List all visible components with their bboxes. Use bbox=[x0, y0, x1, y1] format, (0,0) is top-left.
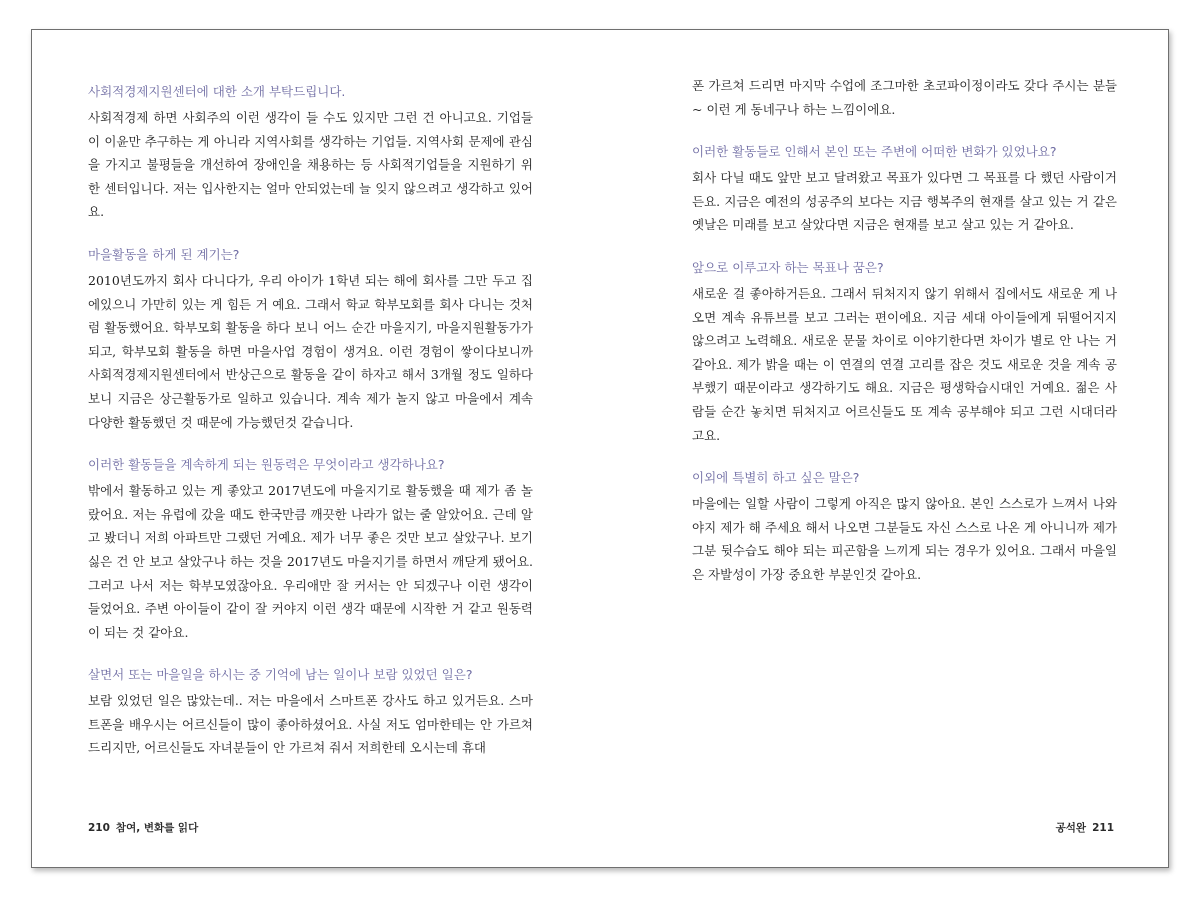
left-page-footer bbox=[88, 820, 198, 835]
running-head-book-title: 참여, 변화를 읽다 bbox=[115, 822, 199, 834]
answer-text: 보람 있었던 일은 많았는데.. 저는 마을에서 스마트폰 강사도 하고 있거든요. 스마트폰을 배우시는 어르신들이 많이 좋아하셨어요. 사실 저도 엄마한테는 안 가르쳐 드리지만, 어르신들도 자녀분들이 안 가르쳐 줘서 저희한테 오시는데 휴대 bbox=[88, 693, 533, 756]
question-heading: 살면서 또는 마을일을 하시는 중 기억에 남는 일이나 보람 있었던 일은? bbox=[88, 667, 473, 683]
left-page bbox=[88, 30, 533, 867]
right-page bbox=[692, 30, 1117, 867]
answer-text: 밖에서 활동하고 있는 게 좋았고 2017년도에 마을지기로 활동했을 때 제가 좀 놀랐어요. 저는 유럽에 갔을 때도 한국만큼 깨끗한 나라가 없는 줄 알았어요. 근데 알고 봤더니 저희 아파트만 그랬던 거예요. 제가 너무 좋은 것만 보고 살았구나. 보기 싫은 건 안 보고 살았구나 하는 것을 2017년도 마을지기를 하면서 깨닫게 됐어요. 그러고 나서 저는 학부모였잖아요. 우리애만 잘 커서는 안 되겠구나 이런 생각이 들었어요. 주변 아이들이 같이 잘 커야지 이런 생각 때문에 시작한 거 같고 원동력이 되는 것 같아요. bbox=[88, 483, 533, 640]
question-heading: 마을활동을 하게 된 계기는? bbox=[88, 246, 240, 262]
answer-text: 회사 다닐 때도 앞만 보고 달려왔고 목표가 있다면 그 목표를 다 했던 사람이거든요. 지금은 예전의 성공주의 보다는 지금 행복주의 현재를 살고 있는 거 같은 옛날은 미래를 보고 살았다면 지금은 현재를 보고 살고 있는 거 같아요. bbox=[692, 170, 1117, 233]
answer-text: 2010년도까지 회사 다니다가, 우리 아이가 1학년 되는 해에 회사를 그만 두고 집에있으니 가만히 있는 게 힘든 거 예요. 그래서 학교 학부모회를 회사 다니는 것처럼 활동했어요. 학부모회 활동을 하다 보니 어느 순간 마을지기, 마을지원활동가가 되고, 학부모회 활동을 하면 마을사업 경험이 생겨요. 이런 경험이 쌓이다보니까 사회적경제지원센터에서 반상근으로 활동을 같이 하자고 해서 3개월 정도 일하다보니 지금은 상근활동가로 일하고 있습니다. 계속 제가 놀지 않고 마을에서 계속 다양한 활동했던 것 때문에 가능했던것 같습니다. bbox=[88, 272, 533, 430]
qa-section-motivation bbox=[88, 246, 533, 434]
page-number: 210 bbox=[88, 822, 110, 834]
answer-text: 마을에는 일할 사람이 그렇게 아직은 많지 않아요. 본인 스스로가 느껴서 나와야지 제가 해 주세요 해서 나오면 그분들도 자신 스스로 나온 게 아니니까 제가 그분 뒷수습도 해야 되는 피곤함을 느끼게 되는 경우가 있어요. 그래서 마을일은 자발성이 가장 중요한 부분인것 같아요. bbox=[692, 496, 1117, 582]
question-heading: 이러한 활동들로 인해서 본인 또는 주변에 어떠한 변화가 있었나요? bbox=[692, 144, 1057, 160]
qa-section-driving-force bbox=[88, 456, 533, 644]
book-spread bbox=[31, 29, 1169, 868]
answer-text: 새로운 걸 좋아하거든요. 그래서 뒤처지지 않기 위해서 집에서도 새로운 게 나오면 계속 유튜브를 보고 그러는 편이에요. 지금 세대 아이들에게 뒤떨어지지 않으려고 노력해요. 새로운 문물 차이로 이야기한다면 차이가 별로 안 나는 거 같아요. 제가 밝을 때는 이 연결의 연결 고리를 잡은 것도 새로운 것을 계속 공부했기 때문이라고 생각하기도 해요. 지금은 평생학습시대인 거예요. 젊은 사람들 순간 놓치면 뒤처지고 어르신들도 또 계속 공부해야 되고 그런 시대더라고요. bbox=[692, 285, 1117, 443]
answer-text: 폰 가르쳐 드리면 마지막 수업에 조그마한 초코파이정이라도 갖다 주시는 분들~ 이런 게 동네구나 하는 느낌이에요. bbox=[692, 78, 1117, 117]
question-heading: 앞으로 이루고자 하는 목표나 꿈은? bbox=[692, 259, 884, 275]
question-heading: 사회적경제지원센터에 대한 소개 부탁드립니다. bbox=[88, 84, 346, 99]
right-page-footer bbox=[1056, 820, 1114, 835]
qa-section-closing bbox=[692, 469, 1117, 586]
question-heading: 이외에 특별히 하고 싶은 말은? bbox=[692, 470, 860, 486]
qa-section-memorable bbox=[88, 666, 533, 760]
qa-section-changes bbox=[692, 143, 1117, 237]
running-head-author: 공석완 bbox=[1055, 822, 1087, 834]
answer-text: 사회적경제 하면 사회주의 이런 생각이 들 수도 있지만 그런 건 아니고요. 기업들이 이윤만 추구하는 게 아니라 지역사회를 생각하는 기업들. 지역사회 문제에 관심을 가지고 불평들을 개선하여 장애인을 채용하는 등 사회적기업들을 지원하기 위한 센터입니다. 저는 입사한지는 얼마 안되었는데 늘 잊지 않으려고 생각하고 있어요. bbox=[88, 110, 533, 220]
question-heading: 이러한 활동들을 계속하게 되는 원동력은 무엇이라고 생각하나요? bbox=[88, 457, 445, 473]
qa-section-continued bbox=[692, 74, 1117, 121]
qa-section-intro bbox=[88, 83, 533, 224]
page-number: 211 bbox=[1092, 822, 1114, 834]
qa-section-goals bbox=[692, 259, 1117, 447]
